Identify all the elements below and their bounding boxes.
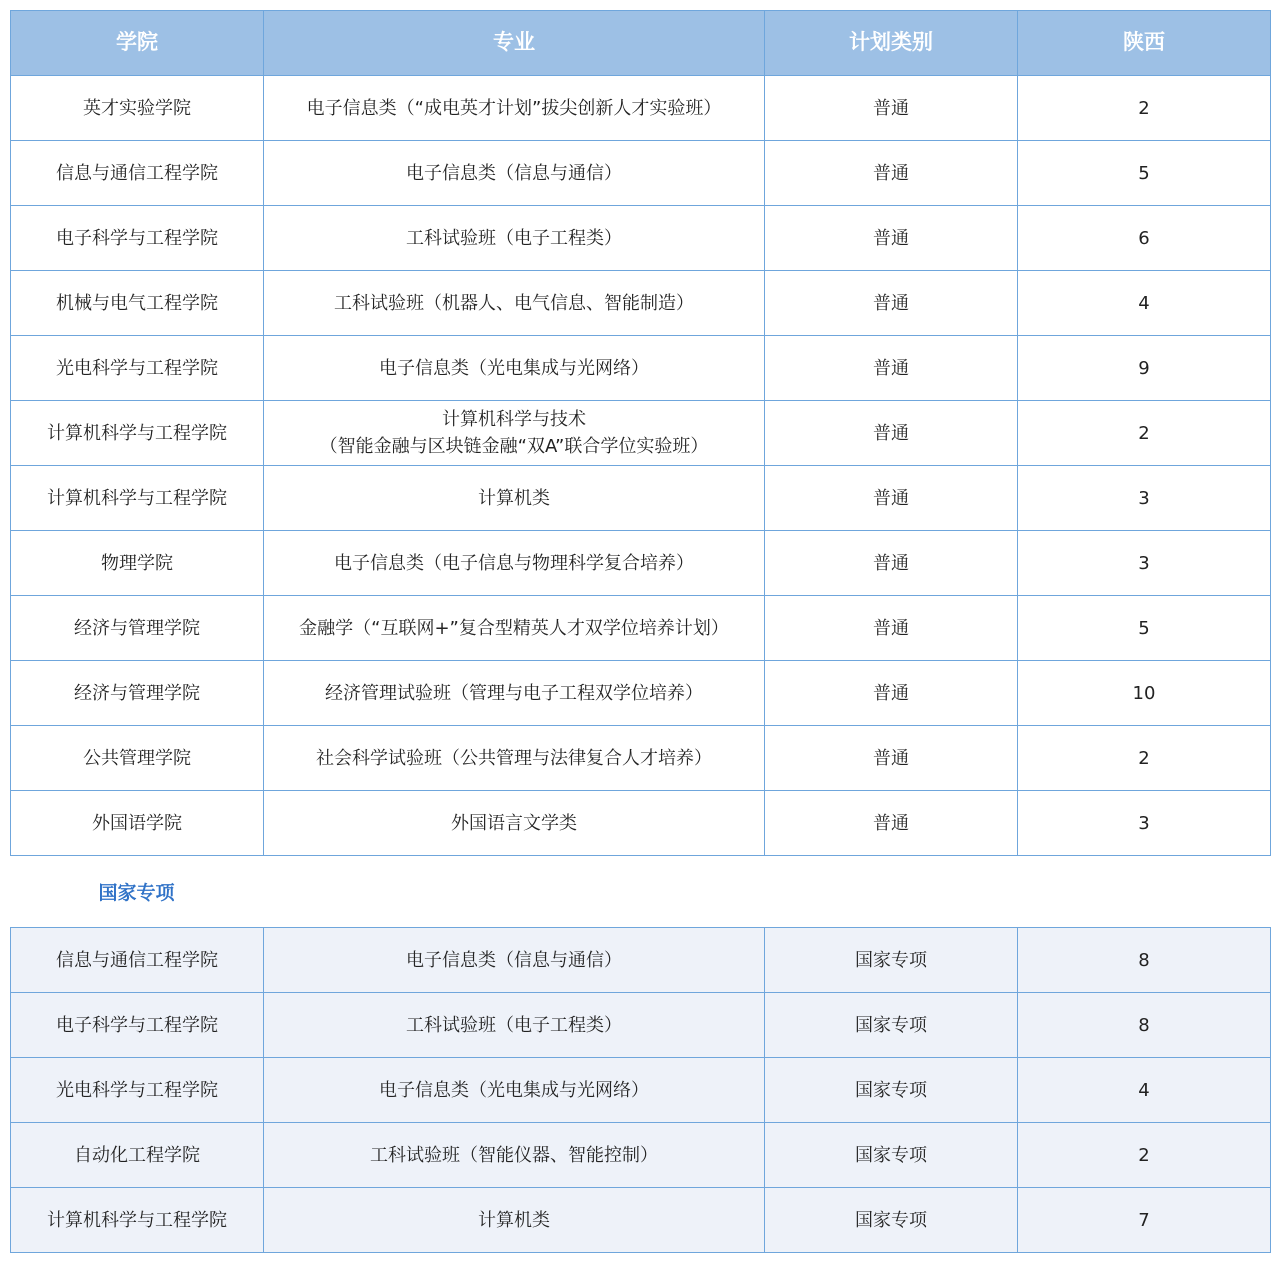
college-cell: 电子科学与工程学院 — [11, 206, 264, 271]
quota-cell: 9 — [1018, 336, 1271, 401]
header-shaanxi: 陕西 — [1018, 11, 1271, 76]
plan-type-cell: 国家专项 — [765, 1123, 1018, 1188]
college-cell: 信息与通信工程学院 — [11, 928, 264, 993]
quota-cell: 4 — [1018, 1058, 1271, 1123]
plan-type-cell: 普通 — [765, 596, 1018, 661]
major-cell: 电子信息类（信息与通信） — [264, 141, 765, 206]
major-cell: 工科试验班（智能仪器、智能控制） — [264, 1123, 765, 1188]
plan-type-cell: 普通 — [765, 791, 1018, 856]
table-row — [11, 271, 1271, 336]
plan-type-cell: 普通 — [765, 531, 1018, 596]
table-row — [11, 141, 1271, 206]
quota-cell: 4 — [1018, 271, 1271, 336]
quota-cell: 2 — [1018, 726, 1271, 791]
quota-cell: 8 — [1018, 993, 1271, 1058]
table-row — [11, 726, 1271, 791]
major-cell: 计算机科学与技术 （智能金融与区块链金融“双A”联合学位实验班） — [264, 401, 765, 466]
header-major: 专业 — [264, 11, 765, 76]
plan-type-cell: 普通 — [765, 726, 1018, 791]
major-cell: 外国语言文学类 — [264, 791, 765, 856]
quota-cell: 3 — [1018, 531, 1271, 596]
major-cell: 工科试验班（电子工程类） — [264, 993, 765, 1058]
regular-plan-table — [10, 10, 1271, 856]
table-row — [11, 1058, 1271, 1123]
table-row — [11, 993, 1271, 1058]
plan-type-cell: 普通 — [765, 141, 1018, 206]
college-cell: 电子科学与工程学院 — [11, 993, 264, 1058]
table-row — [11, 1123, 1271, 1188]
major-cell: 工科试验班（机器人、电气信息、智能制造） — [264, 271, 765, 336]
quota-cell: 2 — [1018, 76, 1271, 141]
table-row — [11, 1188, 1271, 1253]
plan-type-cell: 普通 — [765, 336, 1018, 401]
plan-type-cell: 普通 — [765, 206, 1018, 271]
major-cell: 电子信息类（电子信息与物理科学复合培养） — [264, 531, 765, 596]
header-row — [11, 11, 1271, 76]
quota-cell: 6 — [1018, 206, 1271, 271]
college-cell: 计算机科学与工程学院 — [11, 401, 264, 466]
college-cell: 物理学院 — [11, 531, 264, 596]
plan-type-cell: 普通 — [765, 76, 1018, 141]
college-cell: 光电科学与工程学院 — [11, 336, 264, 401]
major-cell: 计算机类 — [264, 466, 765, 531]
major-cell: 电子信息类（“成电英才计划”拔尖创新人才实验班） — [264, 76, 765, 141]
quota-cell: 2 — [1018, 401, 1271, 466]
quota-cell: 7 — [1018, 1188, 1271, 1253]
major-cell: 电子信息类（光电集成与光网络） — [264, 336, 765, 401]
header-college: 学院 — [11, 11, 264, 76]
section-title: 国家专项 — [98, 882, 175, 904]
plan-type-cell: 普通 — [765, 401, 1018, 466]
major-cell: 经济管理试验班（管理与电子工程双学位培养） — [264, 661, 765, 726]
plan-type-cell: 国家专项 — [765, 928, 1018, 993]
college-cell: 英才实验学院 — [11, 76, 264, 141]
college-cell: 信息与通信工程学院 — [11, 141, 264, 206]
table-row — [11, 76, 1271, 141]
quota-cell: 3 — [1018, 466, 1271, 531]
table-row — [11, 466, 1271, 531]
major-cell: 工科试验班（电子工程类） — [264, 206, 765, 271]
table-row — [11, 596, 1271, 661]
college-cell: 计算机科学与工程学院 — [11, 1188, 264, 1253]
table-row — [11, 401, 1271, 466]
major-cell: 计算机类 — [264, 1188, 765, 1253]
plan-type-cell: 普通 — [765, 271, 1018, 336]
college-cell: 自动化工程学院 — [11, 1123, 264, 1188]
quota-cell: 10 — [1018, 661, 1271, 726]
major-cell: 社会科学试验班（公共管理与法律复合人才培养） — [264, 726, 765, 791]
college-cell: 公共管理学院 — [11, 726, 264, 791]
college-cell: 机械与电气工程学院 — [11, 271, 264, 336]
major-cell: 电子信息类（光电集成与光网络） — [264, 1058, 765, 1123]
college-cell: 外国语学院 — [11, 791, 264, 856]
plan-type-cell: 国家专项 — [765, 1188, 1018, 1253]
quota-cell: 5 — [1018, 141, 1271, 206]
college-cell: 经济与管理学院 — [11, 661, 264, 726]
major-cell: 电子信息类（信息与通信） — [264, 928, 765, 993]
college-cell: 经济与管理学院 — [11, 596, 264, 661]
table-row — [11, 531, 1271, 596]
table-row — [11, 928, 1271, 993]
table-row — [11, 206, 1271, 271]
table-row — [11, 336, 1271, 401]
special-plan-table — [10, 927, 1271, 1253]
quota-cell: 3 — [1018, 791, 1271, 856]
plan-type-cell: 普通 — [765, 661, 1018, 726]
plan-type-cell: 国家专项 — [765, 1058, 1018, 1123]
major-cell: 金融学（“互联网+”复合型精英人才双学位培养计划） — [264, 596, 765, 661]
quota-cell: 2 — [1018, 1123, 1271, 1188]
table-row — [11, 661, 1271, 726]
college-cell: 光电科学与工程学院 — [11, 1058, 264, 1123]
quota-cell: 5 — [1018, 596, 1271, 661]
header-plan-type: 计划类别 — [765, 11, 1018, 76]
plan-type-cell: 普通 — [765, 466, 1018, 531]
table-row — [11, 791, 1271, 856]
plan-type-cell: 国家专项 — [765, 993, 1018, 1058]
college-cell: 计算机科学与工程学院 — [11, 466, 264, 531]
quota-cell: 8 — [1018, 928, 1271, 993]
